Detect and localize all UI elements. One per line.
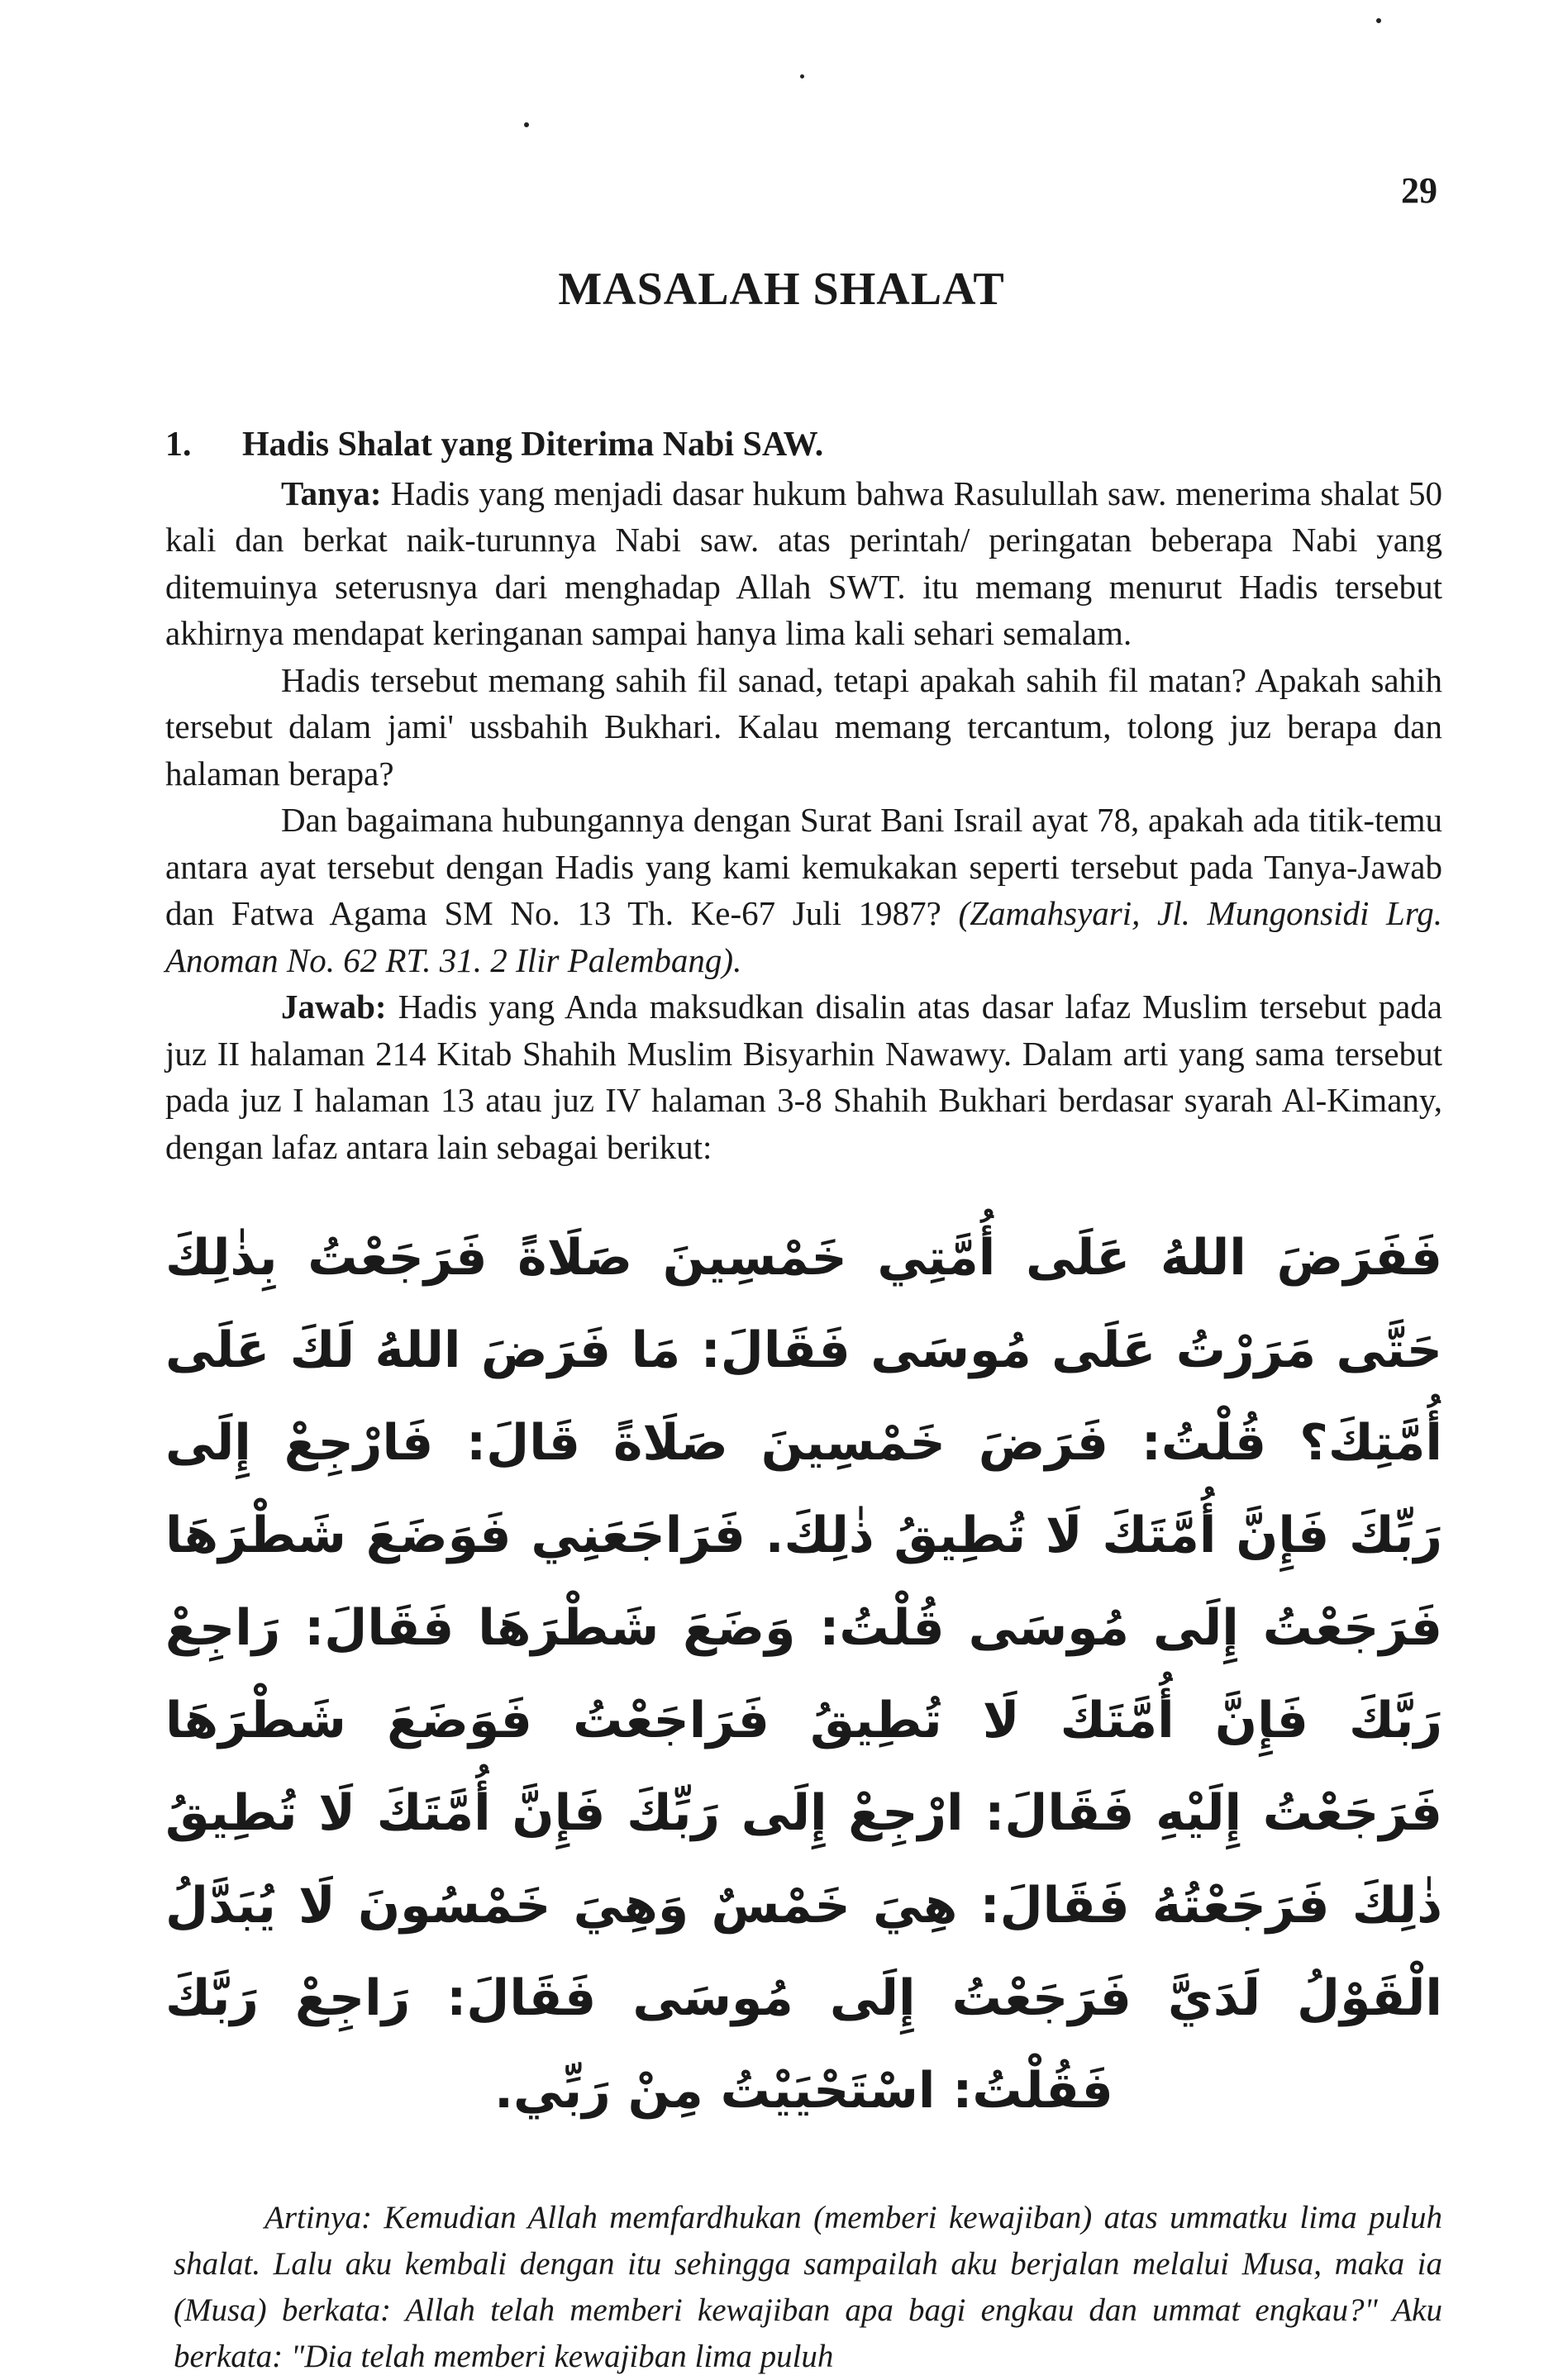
scan-speck <box>524 122 529 127</box>
section-number: 1. <box>165 426 192 464</box>
question-text-1: Hadis yang menjadi dasar hukum bahwa Rasulullah saw. menerima shalat 50 kali dan berkat naik-turunnya Nabi saw. atas perintah/ peringatan beberapa Nabi yang ditemuinya seterusnya dari menghadap Allah SWT. itu memang menurut Hadis tersebut akhirnya mendapat keringanan sampai hanya lima kali sehari semalam. <box>165 474 1443 652</box>
questioner-signature: (Zamahsyari, Jl. Mungonsidi Lrg. Anoman No. 62 RT. 31. 2 Ilir Palembang). <box>165 894 1443 979</box>
question-paragraph-1 <box>165 470 1442 657</box>
section-title: Hadis Shalat yang Diterima Nabi SAW. <box>242 426 824 464</box>
translation-label: Artinya: <box>264 2200 372 2235</box>
translation-paragraph <box>174 2195 1442 2380</box>
scan-speck <box>1376 18 1381 23</box>
question-text-3: Dan bagaimana hubungannya dengan Surat Bani Israil ayat 78, apakah ada titik-temu antara ayat tersebut dengan Hadis yang kami kemukakan seperti tersebut pada Tanya-Jawab dan Fatwa Agama SM No. 13 Th. Ke-67 Juli 1987? <box>165 801 1442 932</box>
question-label: Tanya: <box>281 474 382 512</box>
section-heading <box>165 421 1442 469</box>
page-body <box>165 421 1442 2380</box>
answer-text: Hadis yang Anda maksudkan disalin atas dasar lafaz Muslim tersebut pada juz II halaman 214 Kitab Shahih Muslim Bisyarhin Nawawy. Dalam arti yang sama tersebut pada juz I halaman 13 atau juz IV halaman 3-8 Shahih Bukhari berdasar syarah Al-Kimany, dengan lafaz antara lain sebagai berikut: <box>165 988 1442 1166</box>
page-number: 29 <box>1401 170 1437 211</box>
question-paragraph-2: Hadis tersebut memang sahih fil sanad, tetapi apakah sahih fil matan? Apakah sahih tersebut dalam jami' ussbahih Bukhari. Kalau memang tercantum, tolong juz berapa dan halaman berapa? <box>165 660 1442 793</box>
answer-paragraph <box>165 983 1442 1170</box>
translation-text: Kemudian Allah memfardhukan (memberi kewajiban) atas ummatku lima puluh shalat. Lalu aku kembali dengan itu sehingga sampailah aku berjalan melalui Musa, maka ia (Musa) berkata: Allah telah memberi kewajiban apa bagi engkau dan ummat engkau?" Aku berkata: "Dia telah memberi kewajiban lima puluh <box>174 2200 1442 2374</box>
answer-label: Jawab: <box>281 988 387 1026</box>
arabic-hadith-text: فَفَرَضَ اللهُ عَلَى أُمَّتِي خَمْسِينَ صَلَاةً فَرَجَعْتُ بِذٰلِكَ حَتَّى مَرَرْتُ عَلَى مُوسَى فَقَالَ: مَا فَرَضَ اللهُ لَكَ عَلَى أُمَّتِكَ؟ قُلْتُ: فَرَضَ خَمْسِينَ صَلَاةً قَالَ: فَارْجِعْ إِلَى رَبِّكَ فَإِنَّ أُمَّتَكَ لَا تُطِيقُ ذٰلِكَ. فَرَاجَعَنِي فَوَضَعَ شَطْرَهَا فَرَجَعْتُ إِلَى مُوسَى قُلْتُ: وَضَعَ شَطْرَهَا فَقَالَ: رَاجِعْ رَبَّكَ فَإِنَّ أُمَّتَكَ لَا تُطِيقُ فَرَاجَعْتُ فَوَضَعَ شَطْرَهَا فَرَجَعْتُ إِلَيْهِ فَقَالَ: ارْجِعْ إِلَى رَبِّكَ فَإِنَّ أُمَّتَكَ لَا تُطِيقُ ذٰلِكَ فَرَجَعْتُهُ فَقَالَ: هِيَ خَمْسٌ وَهِيَ خَمْسُونَ لَا يُبَدَّلُ الْقَوْلُ لَدَيَّ فَرَجَعْتُ إِلَى مُوسَى فَقَالَ: رَاجِعْ رَبَّكَ فَقُلْتُ: اسْتَحْيَيْتُ مِنْ رَبِّي. <box>165 1229 1442 2120</box>
page-title: MASALAH SHALAT <box>558 264 1005 315</box>
question-paragraph-3 <box>165 797 1442 983</box>
scan-speck <box>800 74 804 79</box>
